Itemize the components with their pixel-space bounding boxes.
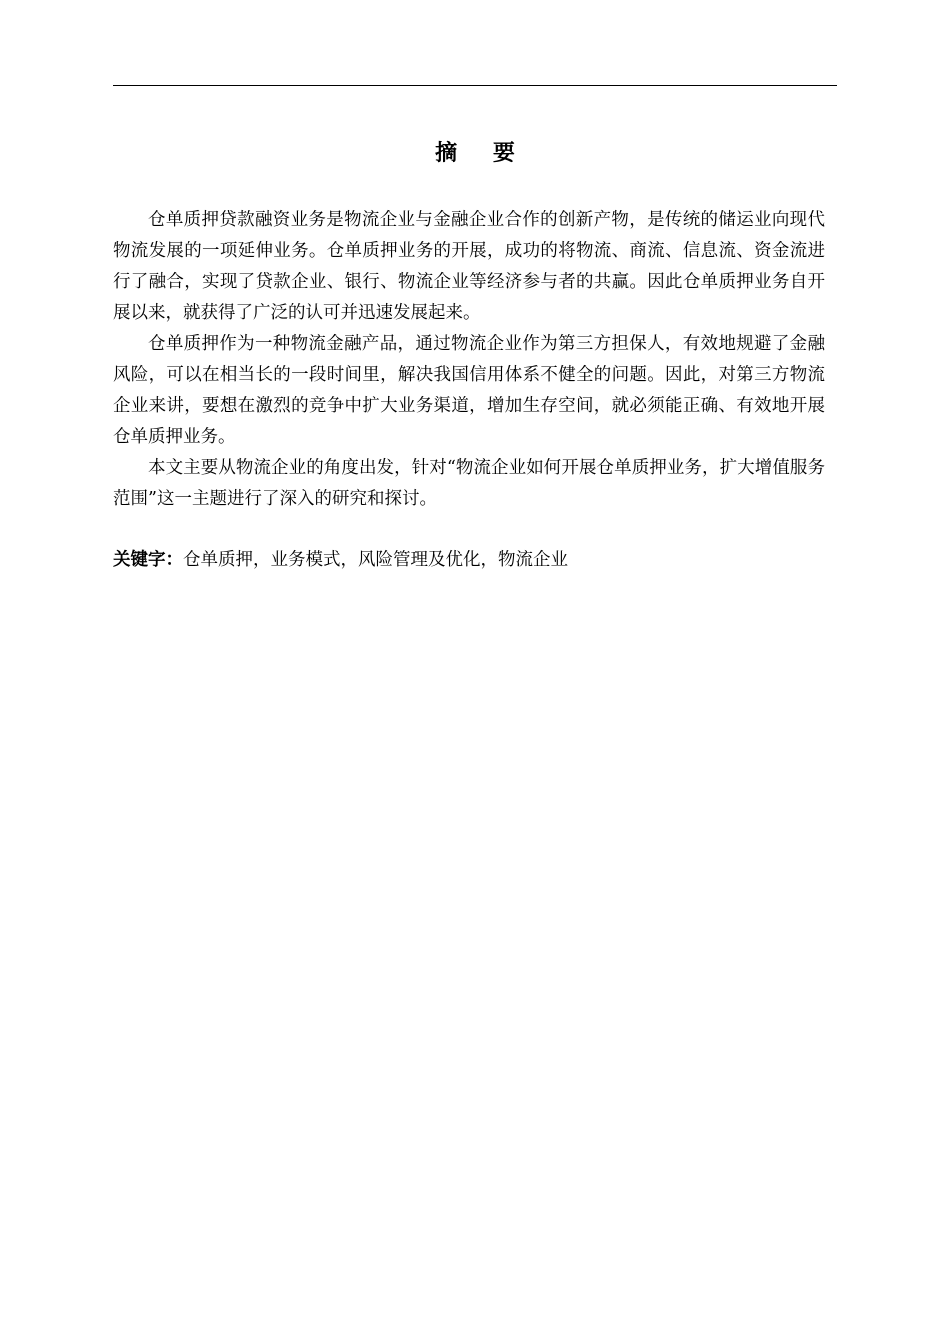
keywords-line bbox=[113, 545, 825, 576]
abstract-paragraph-1: 仓单质押贷款融资业务是物流企业与金融企业合作的创新产物，是传统的储运业向现代物流发展的一项延伸业务。仓单质押业务的开展，成功的将物流、商流、信息流、资金流进行了融合，实现了贷款企业、银行、物流企业等经济参与者的共赢。因此仓单质押业务自开展以来，就获得了广泛的认可并迅速发展起来。 bbox=[113, 210, 825, 323]
header-rule bbox=[113, 85, 837, 86]
page-title: 摘 要 bbox=[435, 141, 529, 166]
keywords-value: 仓单质押，业务模式，风险管理及优化，物流企业 bbox=[183, 550, 568, 570]
abstract-body bbox=[113, 205, 825, 515]
abstract-paragraph-3: 本文主要从物流企业的角度出发，针对“物流企业如何开展仓单质押业务，扩大增值服务范围”这一主题进行了深入的研究和探讨。 bbox=[113, 458, 825, 509]
keywords-label: 关键字： bbox=[113, 550, 183, 570]
abstract-paragraph-2: 仓单质押作为一种物流金融产品，通过物流企业作为第三方担保人，有效地规避了金融风险，可以在相当长的一段时间里，解决我国信用体系不健全的问题。因此，对第三方物流企业来讲，要想在激烈的竞争中扩大业务渠道，增加生存空间，就必须能正确、有效地开展仓单质押业务。 bbox=[113, 334, 825, 447]
